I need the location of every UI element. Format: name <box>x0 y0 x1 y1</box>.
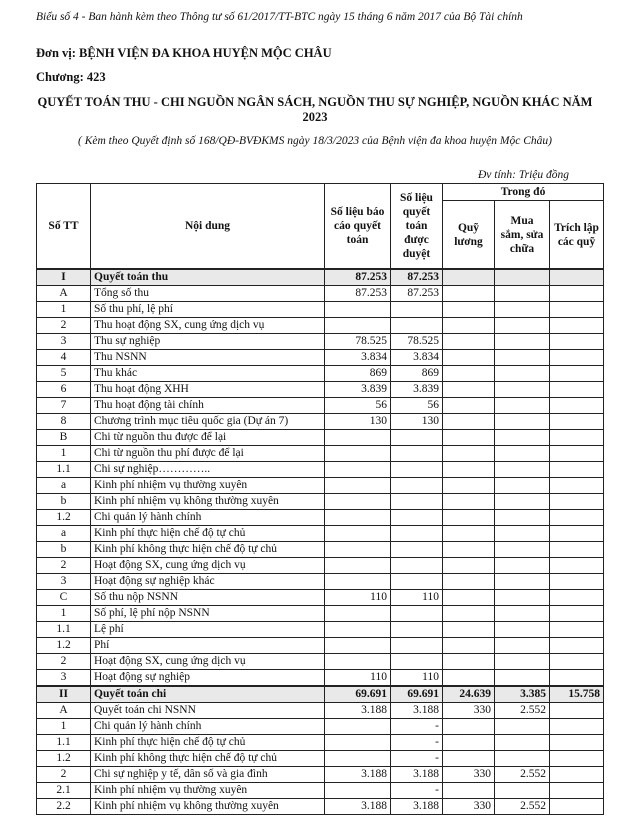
table-row <box>37 414 604 430</box>
cell-approved: - <box>391 735 443 751</box>
header-salary: Quỹ lương <box>443 201 495 270</box>
cell-content: Chi quản lý hành chính <box>91 510 325 526</box>
table-body <box>37 269 604 815</box>
cell-purchase <box>495 622 550 638</box>
cell-content: Chi quản lý hành chính <box>91 719 325 735</box>
cell-fund <box>550 526 604 542</box>
cell-stt: 6 <box>37 382 91 398</box>
cell-stt: 2 <box>37 767 91 783</box>
cell-approved <box>391 574 443 590</box>
cell-content: Số thu nộp NSNN <box>91 590 325 606</box>
cell-approved: - <box>391 783 443 799</box>
cell-reported: 69.691 <box>325 686 391 703</box>
cell-purchase <box>495 269 550 286</box>
cell-fund <box>550 302 604 318</box>
cell-purchase <box>495 526 550 542</box>
cell-fund <box>550 767 604 783</box>
cell-content: Thu hoạt động SX, cung ứng dịch vụ <box>91 318 325 334</box>
cell-approved: 56 <box>391 398 443 414</box>
cell-stt: A <box>37 703 91 719</box>
form-note: Biểu số 4 - Ban hành kèm theo Thông tư số 61/2017/TT-BTC ngày 15 tháng 6 năm 2017 của Bộ Tài chính <box>36 11 523 23</box>
cell-content: Kinh phí nhiệm vụ không thường xuyên <box>91 799 325 815</box>
table-row <box>37 767 604 783</box>
cell-approved <box>391 622 443 638</box>
cell-fund <box>550 542 604 558</box>
cell-approved: 87.253 <box>391 286 443 302</box>
cell-approved: 130 <box>391 414 443 430</box>
table-row <box>37 286 604 302</box>
cell-content: Kinh phí nhiệm vụ thường xuyên <box>91 478 325 494</box>
cell-content: Hoạt động sự nghiệp <box>91 670 325 687</box>
cell-stt: 1.2 <box>37 751 91 767</box>
cell-purchase <box>495 510 550 526</box>
cell-reported <box>325 751 391 767</box>
cell-reported <box>325 446 391 462</box>
cell-reported <box>325 542 391 558</box>
table-row <box>37 318 604 334</box>
cell-fund <box>550 398 604 414</box>
cell-salary: 24.639 <box>443 686 495 703</box>
cell-fund <box>550 382 604 398</box>
cell-stt: 2 <box>37 654 91 670</box>
cell-purchase: 2.552 <box>495 767 550 783</box>
cell-approved <box>391 606 443 622</box>
cell-stt: b <box>37 542 91 558</box>
table-row <box>37 558 604 574</box>
table-row <box>37 462 604 478</box>
cell-stt: I <box>37 269 91 286</box>
cell-stt: 1.1 <box>37 622 91 638</box>
cell-fund <box>550 783 604 799</box>
cell-purchase <box>495 382 550 398</box>
cell-content: Chi sự nghiệp y tế, dân số và gia đình <box>91 767 325 783</box>
table-row <box>37 670 604 687</box>
cell-reported <box>325 654 391 670</box>
unit-note: Đv tính: Triệu đồng <box>478 169 570 181</box>
cell-reported: 3.188 <box>325 703 391 719</box>
cell-salary: 330 <box>443 703 495 719</box>
cell-salary <box>443 510 495 526</box>
cell-approved <box>391 462 443 478</box>
cell-purchase <box>495 558 550 574</box>
cell-fund <box>550 703 604 719</box>
table-row <box>37 478 604 494</box>
cell-reported <box>325 510 391 526</box>
cell-content: Kinh phí thực hiện chế độ tự chủ <box>91 526 325 542</box>
cell-purchase <box>495 735 550 751</box>
cell-salary <box>443 670 495 687</box>
table-row <box>37 350 604 366</box>
table-row <box>37 751 604 767</box>
cell-purchase <box>495 414 550 430</box>
cell-content: Kinh phí nhiệm vụ không thường xuyên <box>91 494 325 510</box>
cell-approved: 110 <box>391 590 443 606</box>
cell-content: Số phí, lệ phí nộp NSNN <box>91 606 325 622</box>
cell-content: Thu hoạt động tài chính <box>91 398 325 414</box>
cell-reported: 78.525 <box>325 334 391 350</box>
cell-fund <box>550 446 604 462</box>
table-row <box>37 638 604 654</box>
table-row <box>37 799 604 815</box>
table-row <box>37 783 604 799</box>
title-line-2: 2023 <box>302 110 328 124</box>
cell-salary <box>443 526 495 542</box>
cell-stt: 3 <box>37 670 91 687</box>
cell-content: Chi từ nguồn thu phí được để lại <box>91 446 325 462</box>
cell-fund <box>550 670 604 687</box>
cell-salary <box>443 462 495 478</box>
cell-approved: - <box>391 719 443 735</box>
cell-purchase <box>495 719 550 735</box>
cell-stt: 2.2 <box>37 799 91 815</box>
cell-salary <box>443 542 495 558</box>
cell-fund <box>550 366 604 382</box>
cell-salary <box>443 751 495 767</box>
settlement-table <box>36 183 604 815</box>
table-row <box>37 622 604 638</box>
cell-approved: 3.188 <box>391 799 443 815</box>
cell-reported: 3.188 <box>325 799 391 815</box>
cell-purchase <box>495 334 550 350</box>
cell-purchase <box>495 638 550 654</box>
page-title <box>30 95 600 125</box>
cell-stt: 1.2 <box>37 510 91 526</box>
cell-salary <box>443 302 495 318</box>
cell-content: Kinh phí thực hiện chế độ tự chủ <box>91 735 325 751</box>
cell-salary <box>443 382 495 398</box>
cell-content: Quyết toán chi <box>91 686 325 703</box>
cell-content: Hoạt động SX, cung ứng dịch vụ <box>91 654 325 670</box>
cell-fund <box>550 558 604 574</box>
table-row <box>37 542 604 558</box>
header-of-which: Trong đó <box>443 184 604 201</box>
table-row <box>37 590 604 606</box>
cell-salary <box>443 590 495 606</box>
cell-reported: 3.188 <box>325 767 391 783</box>
cell-stt: 3 <box>37 574 91 590</box>
cell-purchase <box>495 446 550 462</box>
cell-stt: C <box>37 590 91 606</box>
cell-reported <box>325 606 391 622</box>
table-row <box>37 494 604 510</box>
cell-stt: B <box>37 430 91 446</box>
cell-fund <box>550 462 604 478</box>
cell-stt: 1 <box>37 446 91 462</box>
cell-content: Hoạt động sự nghiệp khác <box>91 574 325 590</box>
cell-approved <box>391 510 443 526</box>
cell-stt: 1.1 <box>37 735 91 751</box>
cell-approved: 3.188 <box>391 767 443 783</box>
table-row <box>37 719 604 735</box>
cell-purchase <box>495 590 550 606</box>
cell-reported <box>325 478 391 494</box>
table-row <box>37 510 604 526</box>
cell-approved <box>391 542 443 558</box>
cell-salary <box>443 606 495 622</box>
cell-content: Quyết toán chi NSNN <box>91 703 325 719</box>
cell-fund <box>550 735 604 751</box>
cell-purchase: 3.385 <box>495 686 550 703</box>
cell-content: Chi sự nghiệp………….. <box>91 462 325 478</box>
table-row <box>37 382 604 398</box>
cell-reported: 3.839 <box>325 382 391 398</box>
cell-purchase <box>495 542 550 558</box>
cell-approved: 3.834 <box>391 350 443 366</box>
cell-stt: 1.2 <box>37 638 91 654</box>
cell-salary <box>443 494 495 510</box>
cell-reported <box>325 719 391 735</box>
cell-purchase <box>495 574 550 590</box>
cell-approved <box>391 430 443 446</box>
table-row <box>37 574 604 590</box>
cell-salary <box>443 318 495 334</box>
cell-salary <box>443 269 495 286</box>
cell-salary <box>443 430 495 446</box>
title-line-1: QUYẾT TOÁN THU - CHI NGUỒN NGÂN SÁCH, NGUỒN THU SỰ NGHIỆP, NGUỒN KHÁC NĂM <box>37 95 593 109</box>
cell-approved <box>391 558 443 574</box>
table-row <box>37 334 604 350</box>
cell-content: Tổng số thu <box>91 286 325 302</box>
cell-stt: 1.1 <box>37 462 91 478</box>
cell-stt: b <box>37 494 91 510</box>
header-fund: Trích lập các quỹ <box>550 201 604 270</box>
cell-approved: 69.691 <box>391 686 443 703</box>
cell-content: Kinh phí không thực hiện chế độ tự chủ <box>91 751 325 767</box>
cell-fund <box>550 286 604 302</box>
cell-salary <box>443 638 495 654</box>
cell-fund <box>550 318 604 334</box>
cell-fund <box>550 334 604 350</box>
cell-salary <box>443 719 495 735</box>
cell-reported <box>325 430 391 446</box>
cell-content: Thu NSNN <box>91 350 325 366</box>
cell-stt: 1 <box>37 302 91 318</box>
cell-content: Chi từ nguồn thu được để lại <box>91 430 325 446</box>
unit-name: Đơn vị: BỆNH VIỆN ĐA KHOA HUYỆN MỘC CHÂU <box>36 46 332 60</box>
cell-purchase <box>495 318 550 334</box>
table-row <box>37 654 604 670</box>
cell-salary <box>443 622 495 638</box>
cell-content: Kinh phí không thực hiện chế độ tự chủ <box>91 542 325 558</box>
cell-purchase <box>495 366 550 382</box>
cell-approved <box>391 302 443 318</box>
cell-purchase <box>495 286 550 302</box>
cell-reported: 869 <box>325 366 391 382</box>
table-row <box>37 703 604 719</box>
cell-approved: 110 <box>391 670 443 687</box>
cell-purchase <box>495 751 550 767</box>
header-content: Nội dung <box>91 184 325 270</box>
cell-approved <box>391 478 443 494</box>
header-purchase: Mua sắm, sửa chữa <box>495 201 550 270</box>
cell-content: Thu sự nghiệp <box>91 334 325 350</box>
cell-salary <box>443 334 495 350</box>
cell-approved <box>391 654 443 670</box>
cell-content: Số thu phí, lệ phí <box>91 302 325 318</box>
cell-purchase <box>495 494 550 510</box>
cell-purchase <box>495 783 550 799</box>
table-row <box>37 430 604 446</box>
cell-reported <box>325 638 391 654</box>
cell-approved <box>391 446 443 462</box>
cell-approved: - <box>391 751 443 767</box>
table-row <box>37 269 604 286</box>
table-row <box>37 302 604 318</box>
cell-reported: 87.253 <box>325 286 391 302</box>
cell-salary <box>443 446 495 462</box>
cell-fund <box>550 269 604 286</box>
cell-fund: 15.758 <box>550 686 604 703</box>
cell-salary: 330 <box>443 799 495 815</box>
cell-fund <box>550 510 604 526</box>
cell-fund <box>550 414 604 430</box>
table-row <box>37 686 604 703</box>
cell-stt: A <box>37 286 91 302</box>
cell-approved: 869 <box>391 366 443 382</box>
cell-purchase <box>495 670 550 687</box>
cell-fund <box>550 719 604 735</box>
table-row <box>37 398 604 414</box>
cell-purchase <box>495 606 550 622</box>
cell-fund <box>550 494 604 510</box>
cell-content: Thu hoạt động XHH <box>91 382 325 398</box>
cell-purchase <box>495 654 550 670</box>
cell-salary <box>443 398 495 414</box>
cell-reported <box>325 318 391 334</box>
cell-salary <box>443 414 495 430</box>
table-row <box>37 366 604 382</box>
cell-purchase: 2.552 <box>495 703 550 719</box>
cell-content: Kinh phí nhiệm vụ thường xuyên <box>91 783 325 799</box>
cell-salary <box>443 558 495 574</box>
cell-approved: 3.839 <box>391 382 443 398</box>
cell-approved <box>391 638 443 654</box>
cell-fund <box>550 799 604 815</box>
cell-salary <box>443 350 495 366</box>
cell-fund <box>550 430 604 446</box>
cell-fund <box>550 751 604 767</box>
cell-salary: 330 <box>443 767 495 783</box>
cell-reported: 3.834 <box>325 350 391 366</box>
header-stt: Số TT <box>37 184 91 270</box>
cell-reported <box>325 558 391 574</box>
cell-content: Thu khác <box>91 366 325 382</box>
cell-purchase <box>495 302 550 318</box>
cell-content: Phí <box>91 638 325 654</box>
cell-stt: 2.1 <box>37 783 91 799</box>
cell-stt: 7 <box>37 398 91 414</box>
cell-reported: 130 <box>325 414 391 430</box>
cell-approved <box>391 526 443 542</box>
cell-approved: 78.525 <box>391 334 443 350</box>
cell-stt: II <box>37 686 91 703</box>
cell-salary <box>443 574 495 590</box>
cell-salary <box>443 478 495 494</box>
table-row <box>37 735 604 751</box>
cell-stt: 3 <box>37 334 91 350</box>
cell-fund <box>550 478 604 494</box>
cell-fund <box>550 590 604 606</box>
cell-salary <box>443 735 495 751</box>
cell-stt: 2 <box>37 558 91 574</box>
table-row <box>37 526 604 542</box>
cell-salary <box>443 366 495 382</box>
cell-fund <box>550 622 604 638</box>
cell-reported <box>325 494 391 510</box>
cell-reported <box>325 783 391 799</box>
cell-fund <box>550 606 604 622</box>
cell-purchase <box>495 478 550 494</box>
cell-stt: 5 <box>37 366 91 382</box>
cell-reported <box>325 574 391 590</box>
cell-reported <box>325 462 391 478</box>
cell-stt: a <box>37 526 91 542</box>
cell-content: Lệ phí <box>91 622 325 638</box>
table-row <box>37 446 604 462</box>
cell-stt: 1 <box>37 719 91 735</box>
header-approved: Số liệu quyết toán được duyệt <box>391 184 443 270</box>
cell-stt: 4 <box>37 350 91 366</box>
cell-purchase <box>495 462 550 478</box>
cell-stt: 1 <box>37 606 91 622</box>
cell-purchase: 2.552 <box>495 799 550 815</box>
cell-reported: 110 <box>325 670 391 687</box>
cell-approved <box>391 318 443 334</box>
subtitle: ( Kèm theo Quyết định số 168/QĐ-BVĐKMS ngày 18/3/2023 của Bệnh viện đa khoa huyện Mộc Châu) <box>78 135 552 147</box>
cell-stt: 2 <box>37 318 91 334</box>
cell-purchase <box>495 398 550 414</box>
cell-approved: 3.188 <box>391 703 443 719</box>
cell-reported: 110 <box>325 590 391 606</box>
cell-fund <box>550 574 604 590</box>
cell-approved: 87.253 <box>391 269 443 286</box>
chapter: Chương: 423 <box>36 70 106 84</box>
cell-reported <box>325 622 391 638</box>
cell-reported: 56 <box>325 398 391 414</box>
cell-content: Chương trình mục tiêu quốc gia (Dự án 7) <box>91 414 325 430</box>
header-reported: Số liệu báo cáo quyết toán <box>325 184 391 270</box>
cell-stt: 8 <box>37 414 91 430</box>
cell-reported <box>325 302 391 318</box>
cell-purchase <box>495 430 550 446</box>
table-row <box>37 606 604 622</box>
cell-content: Hoạt động SX, cung ứng dịch vụ <box>91 558 325 574</box>
cell-approved <box>391 494 443 510</box>
cell-reported <box>325 526 391 542</box>
cell-reported: 87.253 <box>325 269 391 286</box>
cell-salary <box>443 654 495 670</box>
cell-fund <box>550 654 604 670</box>
cell-fund <box>550 638 604 654</box>
cell-salary <box>443 286 495 302</box>
cell-purchase <box>495 350 550 366</box>
cell-content: Quyết toán thu <box>91 269 325 286</box>
cell-reported <box>325 735 391 751</box>
cell-salary <box>443 783 495 799</box>
cell-stt: a <box>37 478 91 494</box>
cell-fund <box>550 350 604 366</box>
